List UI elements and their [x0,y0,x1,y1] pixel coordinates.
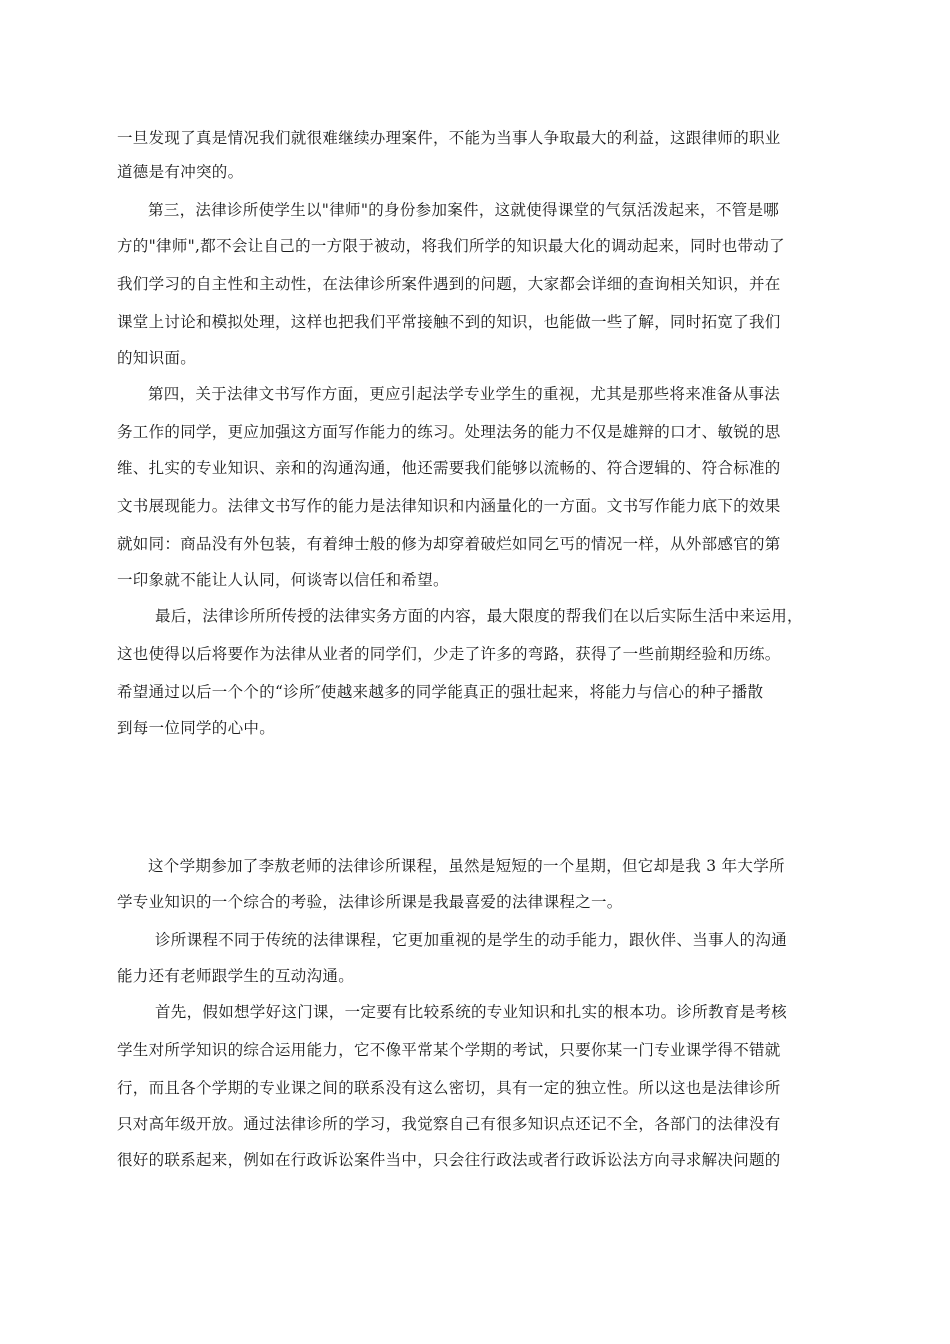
text-line: 文书展现能力。法律文书写作的能力是法律知识和内涵量化的一方面。文书写作能力底下的效果 [117,497,781,515]
text-line: 能力还有老师跟学生的互动沟通。 [117,967,355,985]
text-line: 学生对所学知识的综合运用能力，它不像平常某个学期的考试，只要你某一门专业课学得不错就 [117,1041,781,1059]
text-line: 第三，法律诊所使学生以"律师"的身份参加案件，这就使得课堂的气氛活泼起来，不管是哪 [148,201,780,219]
text-line: 诊所课程不同于传统的法律课程，它更加重视的是学生的动手能力，跟伙伴、当事人的沟通 [155,931,788,949]
text-line: 这个学期参加了李敖老师的法律诊所课程，虽然是短短的一个星期，但它却是我 3 年大学所 [148,857,785,875]
text-line: 的知识面。 [117,349,197,367]
text-line: 最后，法律诊所所传授的法律实务方面的内容，最大限度的帮我们在以后实际生活中来运用， [155,607,803,625]
text-line: 就如同：商品没有外包装，有着绅士般的修为却穿着破烂如同乞丐的情况一样，从外部感官的第 [117,535,781,553]
text-line: 首先，假如想学好这门课，一定要有比较系统的专业知识和扎实的根本功。诊所教育是考核 [155,1003,788,1021]
text-line: 第四，关于法律文书写作方面，更应引起法学专业学生的重视，尤其是那些将来准备从事法 [148,385,781,403]
text-line: 务工作的同学，更应加强这方面写作能力的练习。处理法务的能力不仅是雄辩的口才、敏锐的思 [117,423,781,441]
text-line: 一旦发现了真是情况我们就很难继续办理案件，不能为当事人争取最大的利益，这跟律师的职业 [117,129,781,147]
text-line: 行，而且各个学期的专业课之间的联系没有这么密切，具有一定的独立性。所以这也是法律诊所 [117,1079,781,1097]
text-line: 学专业知识的一个综合的考验，法律诊所课是我最喜爱的法律课程之一。 [117,893,623,911]
text-line: 我们学习的自主性和主动性，在法律诊所案件遇到的问题，大家都会详细的查询相关知识，并在 [117,275,781,293]
text-line: 道德是有冲突的。 [117,163,244,181]
text-line: 维、扎实的专业知识、亲和的沟通沟通，他还需要我们能够以流畅的、符合逻辑的、符合标准的 [117,459,781,477]
text-line: 方的"律师",都不会让自己的一方限于被动，将我们所学的知识最大化的调动起来，同时也带动了 [117,237,785,255]
text-line: 到每一位同学的心中。 [117,719,276,737]
text-line: 一印象就不能让人认同，何谈寄以信任和希望。 [117,571,449,589]
text-line: 希望通过以后一个个的“诊所″使越来越多的同学能真正的强壮起来，将能力与信心的种子播散 [117,683,764,701]
text-line: 课堂上讨论和模拟处理，这样也把我们平常接触不到的知识，也能做一些了解，同时拓宽了我们 [117,313,781,331]
text-line: 这也使得以后将要作为法律从业者的同学们，少走了许多的弯路，获得了一些前期经验和历练。 [117,645,781,663]
text-line: 很好的联系起来，例如在行政诉讼案件当中，只会往行政法或者行政诉讼法方向寻求解决问题的 [117,1151,781,1169]
text-line: 只对高年级开放。通过法律诊所的学习，我觉察自己有很多知识点还记不全，各部门的法律没有 [117,1115,781,1133]
